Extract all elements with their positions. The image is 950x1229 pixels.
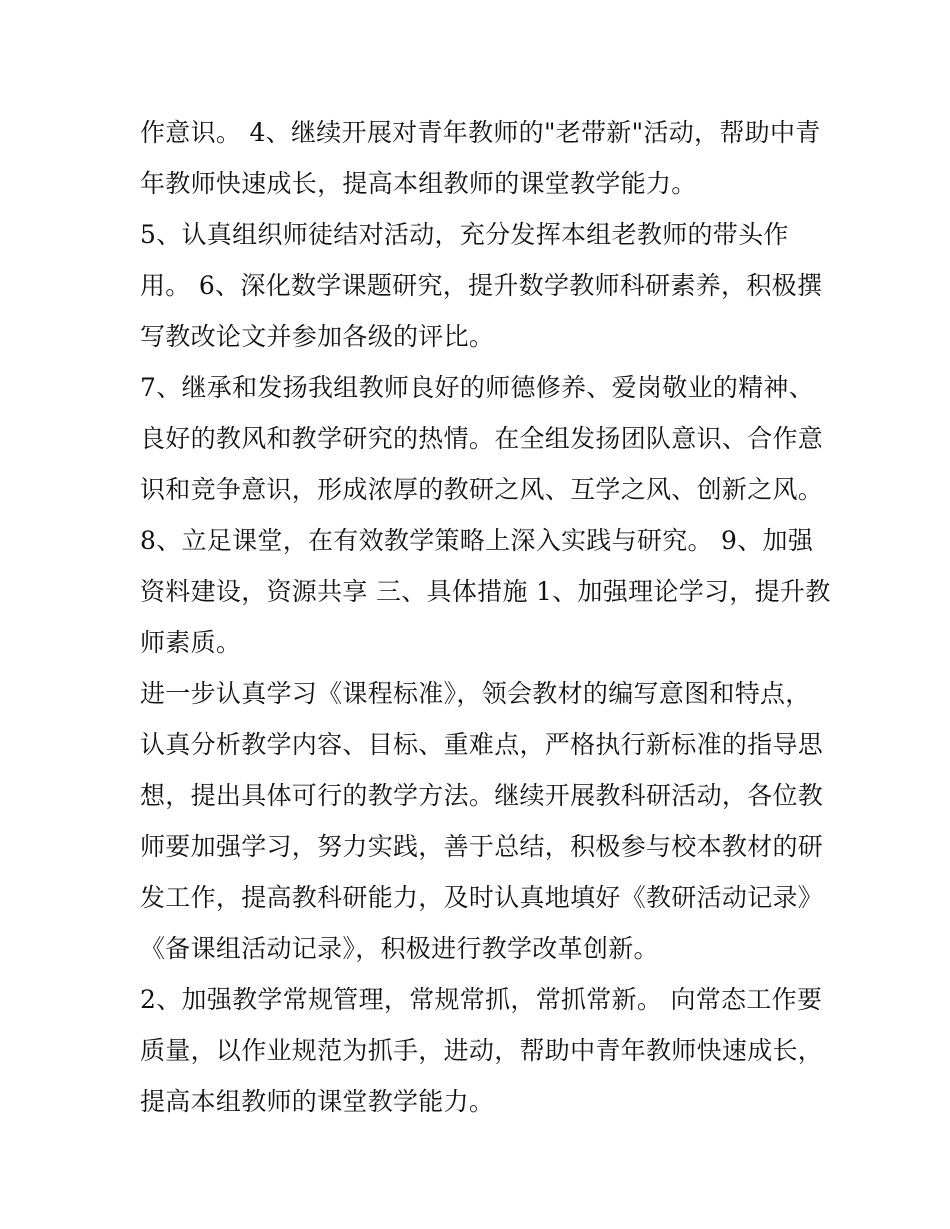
text-line: 作意识。 4、继续开展对青年教师的"老带新"活动，帮助中青: [140, 118, 821, 147]
text-line: 师要加强学习，努力实践，善于总结，积极参与校本教材的研: [140, 832, 824, 861]
text-line: 想，提出具体可行的教学方法。继续开展教科研活动，各位教: [140, 781, 824, 810]
document-body: [140, 107, 831, 1127]
text-line: 进一步认真学习《课程标准》，领会教材的编写意图和特点，: [140, 679, 811, 708]
text-line: 质量，以作业规范为抓手，进动，帮助中青年教师快速成长，: [140, 1036, 824, 1065]
text-line: 写教改论文并参加各级的评比。: [140, 322, 495, 351]
text-line: 7、继承和发扬我组教师良好的师德修养、爱岗敬业的精神、: [140, 373, 815, 402]
text-line: 识和竞争意识，形成浓厚的教研之风、互学之风、创新之风。: [140, 475, 824, 504]
text-line: 发工作，提高教科研能力，及时认真地填好《教研活动记录》: [140, 883, 824, 912]
text-line: 用。 6、深化数学课题研究，提升数学教师科研素养，积极撰: [140, 271, 823, 300]
text-line: 师素质。: [140, 628, 242, 657]
text-line: 2、加强教学常规管理，常规常抓，常抓常新。 向常态工作要: [140, 985, 823, 1014]
text-line: 资料建设，资源共享 三、具体措施 1、加强理论学习，提升教: [140, 577, 831, 606]
text-line: 8、立足课堂，在有效教学策略上深入实践与研究。 9、加强: [140, 526, 814, 555]
text-line: 5、认真组织师徒结对活动，充分发挥本组老教师的带头作: [140, 220, 789, 249]
text-line: 《备课组活动记录》，积极进行教学改革创新。: [140, 934, 659, 963]
text-line: 年教师快速成长，提高本组教师的课堂教学能力。: [140, 169, 697, 198]
text-line: 认真分析教学内容、目标、重难点，严格执行新标准的指导思: [140, 730, 824, 759]
text-line: 提高本组教师的课堂教学能力。: [140, 1087, 495, 1116]
text-line: 良好的教风和教学研究的热情。在全组发扬团队意识、合作意: [140, 424, 824, 453]
